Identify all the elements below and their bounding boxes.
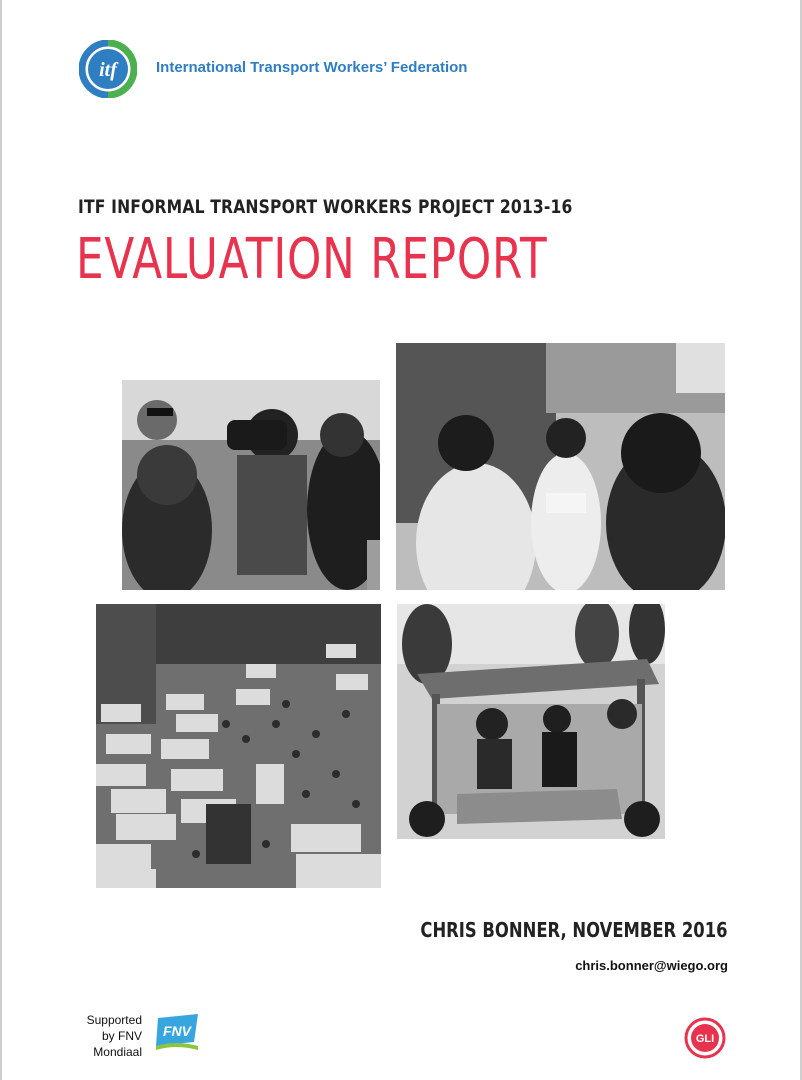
project-line: ITF INFORMAL TRANSPORT WORKERS PROJECT 2013-16 <box>78 196 573 218</box>
gli-logo-text: GLI <box>695 1033 715 1045</box>
fnv-logo-text: FNV <box>163 1023 191 1039</box>
itf-logo-text: itf <box>99 59 117 81</box>
report-title: EVALUATION REPORT <box>76 227 548 292</box>
page-edge-left <box>0 0 2 1080</box>
author-date: CHRIS BONNER, NOVEMBER 2016 <box>420 918 728 942</box>
photo-workers-by-bus <box>396 343 725 590</box>
supported-by-text <box>78 1012 142 1060</box>
organization-name: International Transport Workers’ Federation <box>156 59 468 76</box>
support-line-1: Supported <box>86 1013 142 1027</box>
itf-logo <box>79 40 137 98</box>
author-email[interactable]: chris.bonner@wiego.org <box>575 958 728 973</box>
gli-logo <box>684 1017 726 1059</box>
photo-minibus-traffic <box>96 604 381 888</box>
photo-tuk-tuk <box>397 604 665 839</box>
fnv-logo <box>154 1012 200 1052</box>
photo-police-interview <box>122 380 380 590</box>
support-line-2: by FNV <box>101 1029 142 1043</box>
support-line-3: Mondiaal <box>93 1045 142 1059</box>
